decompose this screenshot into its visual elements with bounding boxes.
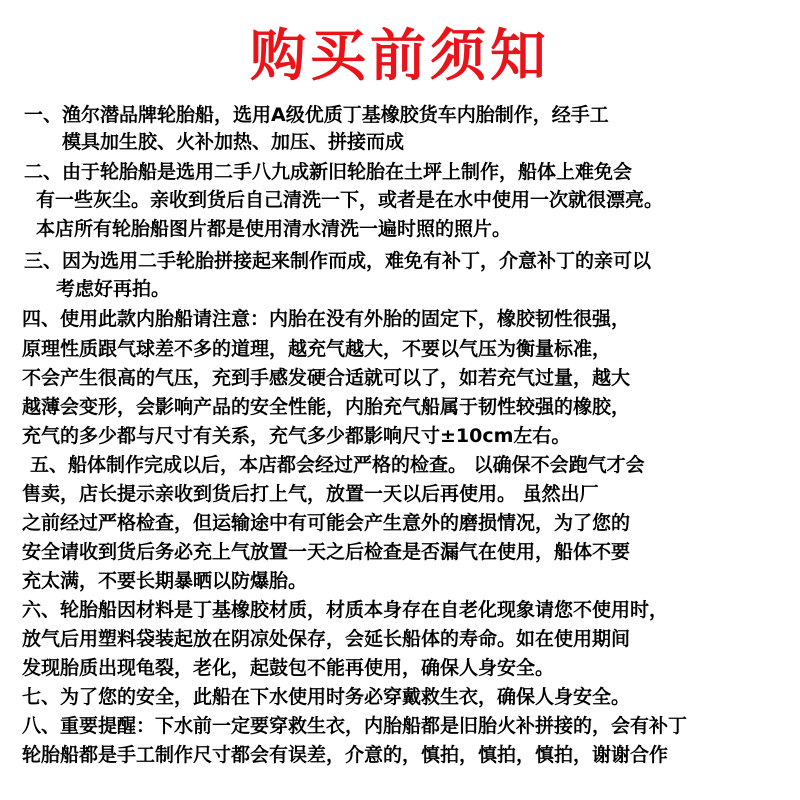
notice-line-1-2: 模具加生胶、火补加热、加压、拼接而成 xyxy=(62,131,405,153)
notice-line-4-4: 越薄会变形，会影响产品的安全性能，内胎充气船属于韧性较强的橡胶， xyxy=(22,396,631,418)
notice-line-2-3: 本店所有轮胎船图片都是使用清水清洗一遍时照的照片。 xyxy=(36,218,512,240)
notice-line-5-5: 充太满，不要长期暴晒以防爆胎。 xyxy=(22,570,308,592)
notice-line-6-2: 放气后用塑料袋装起放在阴凉处保存，会延长船体的寿命。如在使用期间 xyxy=(22,628,631,650)
notice-line-5-2: 售卖，店长提示亲收到货后打上气，放置一天以后再使用。 虽然出厂 xyxy=(22,483,599,505)
notice-line-6-3: 发现胎质出现龟裂，老化，起鼓包不能再使用，确保人身安全。 xyxy=(22,657,555,679)
page-title: 购买前须知 xyxy=(250,24,550,89)
notice-line-2-1: 二、由于轮胎船是选用二手八九成新旧轮胎在土坪上制作，船体上难免会 xyxy=(24,161,633,183)
notice-line-7-1: 七、为了您的安全，此船在下水使用时务必穿戴救生衣，确保人身安全。 xyxy=(22,686,631,708)
notice-line-5-4: 安全请收到货后务必充上气放置一天之后检查是否漏气在使用，船体不要 xyxy=(22,541,631,563)
notice-line-4-5: 充气的多少都与尺寸有关系，充气多少都影响尺寸±10cm左右。 xyxy=(22,425,571,447)
notice-line-5-3: 之前经过严格检查，但运输途中有可能会产生意外的磨损情况，为了您的 xyxy=(22,512,631,534)
notice-line-3-1: 三、因为选用二手轮胎拼接起来制作而成，难免有补丁，介意补丁的亲可以 xyxy=(24,250,652,272)
notice-line-4-2: 原理性质跟气球差不多的道理，越充气越大，不要以气压为衡量标准， xyxy=(22,338,612,360)
notice-line-1-1: 一、渔尔潜品牌轮胎船，选用A级优质丁基橡胶货车内胎制作，经手工 xyxy=(24,104,609,126)
notice-line-2-2: 有一些灰尘。亲收到货后自己清洗一下，或者是在水中使用一次就很漂亮。 xyxy=(36,189,664,211)
notice-line-4-3: 不会产生很高的气压，充到手感发硬合适就可以了，如若充气过量，越大 xyxy=(22,367,631,389)
notice-line-4-1: 四、使用此款内胎船请注意：内胎在没有外胎的固定下，橡胶韧性很强， xyxy=(22,308,631,330)
notice-line-8-1: 八、重要提醒：下水前一定要穿救生衣，内胎船都是旧胎火补拼接的，会有补丁 xyxy=(22,715,688,737)
notice-line-8-2: 轮胎船都是手工制作尺寸都会有误差，介意的，慎拍，慎拍，慎拍，谢谢合作 xyxy=(22,744,669,766)
notice-line-3-2: 考虑好再拍。 xyxy=(56,278,171,300)
notice-line-6-1: 六、轮胎船因材料是丁基橡胶材质，材质本身存在自老化现象请您不使用时， xyxy=(22,599,669,621)
notice-line-5-1: 五、船体制作完成以后，本店都会经过严格的检查。 以确保不会跑气才会 xyxy=(30,454,645,476)
